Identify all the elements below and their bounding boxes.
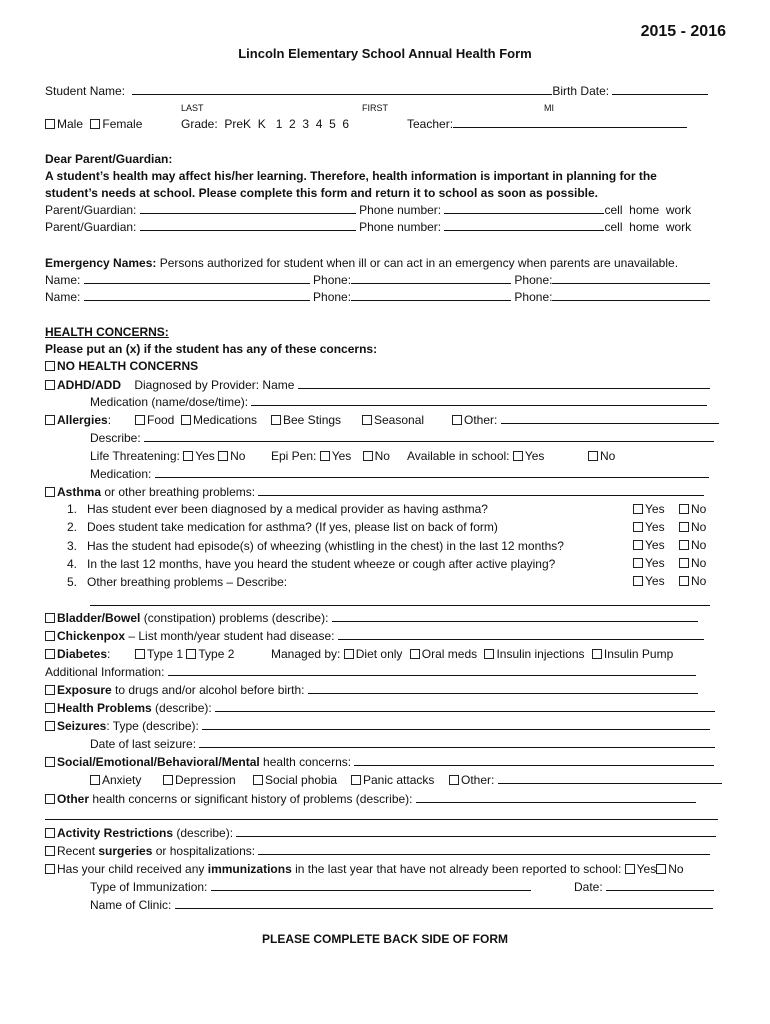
asthma-field[interactable] bbox=[258, 485, 704, 496]
immunizations-label: immunizations bbox=[207, 862, 292, 876]
adhd-checkbox[interactable] bbox=[45, 380, 55, 390]
asthma-q2-no[interactable]: No bbox=[679, 519, 706, 535]
exposure-field[interactable] bbox=[308, 683, 698, 694]
social-row bbox=[45, 754, 714, 770]
last-caption: LAST bbox=[181, 103, 204, 113]
insulin-inj-label: Insulin injections bbox=[496, 647, 585, 661]
asthma-row bbox=[45, 484, 704, 500]
grade-row bbox=[181, 116, 349, 132]
immun-date-row bbox=[574, 879, 714, 895]
exposure-label: Exposure bbox=[57, 683, 112, 697]
salutation: Dear Parent/Guardian: bbox=[45, 152, 173, 166]
emergency-intro bbox=[45, 255, 678, 271]
asthma-q5-yes[interactable]: Yes bbox=[633, 573, 665, 589]
diet-label: Diet only bbox=[355, 647, 403, 661]
emergency-phone-label: Phone: bbox=[514, 273, 553, 287]
available-label: Available in school: bbox=[407, 449, 510, 463]
asthma-label: Asthma bbox=[57, 485, 102, 499]
bladder-rest: (constipation) problems (describe): bbox=[140, 611, 329, 625]
insulin-pump-checkbox[interactable] bbox=[592, 649, 602, 659]
teacher-label: Teacher: bbox=[407, 117, 454, 131]
additional-label: Additional Information: bbox=[45, 665, 165, 679]
emergency-name-label: Name: bbox=[45, 290, 81, 304]
guardian-field-2[interactable] bbox=[140, 220, 356, 231]
guardian-label: Parent/Guardian: bbox=[45, 203, 137, 217]
guardian-label: Parent/Guardian: bbox=[45, 220, 137, 234]
clinic-field[interactable] bbox=[175, 898, 713, 909]
available-row bbox=[407, 448, 544, 464]
grade-label: Grade: bbox=[181, 117, 218, 131]
additional-field[interactable] bbox=[168, 665, 696, 676]
asthma-q4: 4. In the last 12 months, have you heard the student wheeze or cough after active playing? bbox=[67, 557, 556, 571]
clinic-label: Name of Clinic: bbox=[90, 898, 172, 912]
allergy-other-field[interactable] bbox=[501, 413, 719, 424]
anxiety-checkbox[interactable] bbox=[90, 775, 100, 785]
seizures-label: Seizures bbox=[57, 719, 107, 733]
other-concerns-label: Other bbox=[57, 792, 90, 806]
surgeries-checkbox[interactable] bbox=[45, 846, 55, 856]
allergy-describe-row bbox=[90, 430, 714, 446]
oral-label: Oral meds bbox=[421, 647, 478, 661]
adhd-row bbox=[45, 377, 710, 393]
diabetes-types bbox=[135, 646, 234, 662]
social-rest: health concerns: bbox=[259, 755, 352, 769]
teacher-row bbox=[407, 116, 687, 132]
bladder-checkbox[interactable] bbox=[45, 613, 55, 623]
guardian-row-2 bbox=[45, 219, 691, 235]
surgeries-row bbox=[45, 843, 710, 859]
adhd-provider-field[interactable] bbox=[298, 378, 710, 389]
surgeries-label: surgeries bbox=[98, 844, 153, 858]
social-other-field[interactable] bbox=[498, 773, 722, 784]
intro-line-2: student’s needs at school. Please complete this form and return it to school as soon as possible. bbox=[45, 186, 599, 200]
allergies-row: Allergies: bbox=[45, 412, 111, 428]
asthma-q1-yes[interactable]: Yes bbox=[633, 501, 665, 517]
diabetes-checkbox[interactable] bbox=[45, 649, 55, 659]
seizure-date-field[interactable] bbox=[199, 737, 715, 748]
immun-date-field[interactable] bbox=[606, 880, 714, 891]
social-field[interactable] bbox=[354, 755, 714, 766]
asthma-q3-no[interactable]: No bbox=[679, 537, 706, 553]
phone-type: cell home work bbox=[604, 203, 692, 217]
epi-pen-row bbox=[271, 448, 390, 464]
asthma-q2-yes[interactable]: Yes bbox=[633, 519, 665, 535]
allergy-seasonal-label: Seasonal bbox=[374, 413, 425, 427]
emergency-row-1 bbox=[45, 272, 710, 288]
form-title: Lincoln Elementary School Annual Health Form bbox=[238, 46, 532, 61]
type2-label: Type 2 bbox=[198, 647, 235, 661]
other-concerns-rest: health concerns or significant history of problems (describe): bbox=[89, 792, 413, 806]
school-year: 2015 - 2016 bbox=[640, 23, 726, 40]
footer-note: PLEASE COMPLETE BACK SIDE OF FORM bbox=[261, 932, 508, 946]
social-other-label: Other: bbox=[461, 773, 495, 787]
female-checkbox[interactable] bbox=[90, 119, 100, 129]
immun-post: in the last year that have not already been reported to school: bbox=[291, 862, 622, 876]
emergency-heading: Emergency Names: bbox=[45, 256, 157, 270]
immun-pre: Has your child received any bbox=[57, 862, 208, 876]
allergy-meds-label: Medications bbox=[193, 413, 258, 427]
exposure-rest: to drugs and/or alcohol before birth: bbox=[111, 683, 305, 697]
seizures-rest: : Type (describe): bbox=[106, 719, 199, 733]
allergy-bee-label: Bee Stings bbox=[283, 413, 342, 427]
adhd-medication-row bbox=[90, 394, 707, 410]
immun-no: No bbox=[668, 862, 684, 876]
other-concerns-row bbox=[45, 791, 696, 807]
allergy-food bbox=[135, 412, 174, 428]
chickenpox-row bbox=[45, 628, 704, 644]
epi-pen-no: No bbox=[374, 449, 390, 463]
allergy-bee bbox=[271, 412, 341, 428]
mi-caption: MI bbox=[544, 103, 554, 113]
health-concerns-heading: HEALTH CONCERNS: bbox=[45, 325, 169, 339]
guardian-row-1 bbox=[45, 202, 691, 218]
allergy-medication-field[interactable] bbox=[155, 467, 709, 478]
allergy-medication-label: Medication: bbox=[90, 467, 152, 481]
health-problems-label: Health Problems bbox=[57, 701, 152, 715]
clinic-row bbox=[90, 897, 713, 913]
depression-option bbox=[163, 772, 236, 788]
birth-date-label: Birth Date: bbox=[552, 84, 610, 98]
social-other-checkbox[interactable] bbox=[449, 775, 459, 785]
life-threat-row bbox=[90, 448, 245, 464]
diabetes-label: Diabetes bbox=[57, 647, 108, 661]
anxiety-label: Anxiety bbox=[102, 773, 142, 787]
allergy-describe-label: Describe: bbox=[90, 431, 141, 445]
adhd-label: ADHD/ADD bbox=[57, 378, 121, 392]
asthma-q1: 1. Has student ever been diagnosed by a medical provider as having asthma? bbox=[67, 502, 488, 516]
type1-checkbox[interactable] bbox=[135, 649, 145, 659]
activity-field[interactable] bbox=[236, 826, 716, 837]
activity-label: Activity Restrictions bbox=[57, 826, 174, 840]
emergency-phone-field-2a[interactable] bbox=[351, 290, 511, 301]
chickenpox-field[interactable] bbox=[338, 629, 704, 640]
life-threat-yes-checkbox[interactable] bbox=[183, 451, 193, 461]
asthma-checkbox[interactable] bbox=[45, 487, 55, 497]
social-phobia-label: Social phobia bbox=[265, 773, 338, 787]
intro-line-1: A student’s health may affect his/her learning. Therefore, health information is important in planning for the bbox=[45, 169, 657, 183]
health-concerns-instruction: Please put an (x) if the student has any of these concerns: bbox=[45, 342, 378, 356]
asthma-q1-no[interactable]: No bbox=[679, 501, 706, 517]
seizures-field[interactable] bbox=[202, 719, 710, 730]
asthma-yes-column bbox=[633, 501, 665, 589]
asthma-q3-yes[interactable]: Yes bbox=[633, 537, 665, 553]
type1-label: Type 1 bbox=[147, 647, 184, 661]
available-no bbox=[588, 448, 615, 464]
allergy-seasonal-checkbox[interactable] bbox=[362, 415, 372, 425]
epi-pen-label: Epi Pen: bbox=[271, 449, 317, 463]
immun-no-checkbox[interactable] bbox=[656, 864, 666, 874]
emergency-text: Persons authorized for student when ill or can act in an emergency when parents are unavailable. bbox=[156, 256, 679, 270]
other-concerns-checkbox[interactable] bbox=[45, 794, 55, 804]
exposure-checkbox[interactable] bbox=[45, 685, 55, 695]
allergy-seasonal bbox=[362, 412, 424, 428]
no-concerns-label: NO HEALTH CONCERNS bbox=[57, 359, 199, 373]
life-threat-no: No bbox=[230, 449, 246, 463]
male-label: Male bbox=[57, 117, 84, 131]
phone-type: cell home work bbox=[604, 220, 692, 234]
social-checkbox[interactable] bbox=[45, 757, 55, 767]
panic-checkbox[interactable] bbox=[351, 775, 361, 785]
emergency-name-field-2[interactable] bbox=[84, 290, 310, 301]
managed-label: Managed by: bbox=[271, 647, 341, 661]
no-concerns-row bbox=[45, 358, 198, 374]
oral-checkbox[interactable] bbox=[410, 649, 420, 659]
depression-checkbox[interactable] bbox=[163, 775, 173, 785]
activity-checkbox[interactable] bbox=[45, 828, 55, 838]
adhd-medication-label: Medication (name/dose/time): bbox=[90, 395, 249, 409]
emergency-name-field-1[interactable] bbox=[84, 273, 310, 284]
female-label: Female bbox=[102, 117, 143, 131]
recent-pre: Recent bbox=[57, 844, 99, 858]
asthma-q4-yes[interactable]: Yes bbox=[633, 555, 665, 571]
health-problems-row bbox=[45, 700, 715, 716]
student-name-field[interactable] bbox=[132, 84, 552, 95]
emergency-phone-label: Phone: bbox=[514, 290, 553, 304]
emergency-phone-field-1b[interactable] bbox=[552, 273, 710, 284]
immunizations-row bbox=[45, 861, 684, 877]
asthma-q2: 2. Does student take medication for asthma? (If yes, please list on back of form) bbox=[67, 520, 498, 534]
exposure-row bbox=[45, 682, 698, 698]
type2-checkbox[interactable] bbox=[186, 649, 196, 659]
activity-rest: (describe): bbox=[173, 826, 234, 840]
seizures-row bbox=[45, 718, 710, 734]
phone-label: Phone number: bbox=[359, 203, 442, 217]
birth-date-field[interactable] bbox=[612, 84, 708, 95]
immunizations-checkbox[interactable] bbox=[45, 864, 55, 874]
available-no-label: No bbox=[600, 449, 616, 463]
phone-label: Phone number: bbox=[359, 220, 442, 234]
allergy-describe-field[interactable] bbox=[144, 431, 714, 442]
male-checkbox[interactable] bbox=[45, 119, 55, 129]
diabetes-managed bbox=[271, 646, 673, 662]
life-threat-label: Life Threatening: bbox=[90, 449, 180, 463]
seizure-date-label: Date of last seizure: bbox=[90, 737, 197, 751]
epi-pen-yes-checkbox[interactable] bbox=[320, 451, 330, 461]
allergy-medication-row bbox=[90, 466, 709, 482]
emergency-phone-field-1a[interactable] bbox=[351, 273, 511, 284]
allergy-meds-checkbox[interactable] bbox=[181, 415, 191, 425]
allergy-meds bbox=[181, 412, 257, 428]
social-label: Social/Emotional/Behavioral/Mental bbox=[57, 755, 260, 769]
available-no-checkbox[interactable] bbox=[588, 451, 598, 461]
chickenpox-rest: – List month/year student had disease: bbox=[125, 629, 335, 643]
depression-label: Depression bbox=[175, 773, 236, 787]
seizures-checkbox[interactable] bbox=[45, 721, 55, 731]
guardian-field-1[interactable] bbox=[140, 203, 356, 214]
life-threat-yes: Yes bbox=[195, 449, 215, 463]
adhd-provider-label: Diagnosed by Provider: Name bbox=[134, 378, 295, 392]
gender-options bbox=[45, 116, 142, 132]
surgeries-field[interactable] bbox=[258, 844, 710, 855]
grade-options[interactable]: PreK K 1 2 3 4 5 6 bbox=[224, 117, 350, 131]
first-caption: FIRST bbox=[362, 103, 388, 113]
adhd-medication-field[interactable] bbox=[251, 395, 707, 406]
social-options bbox=[90, 772, 141, 788]
student-name-row bbox=[45, 83, 708, 99]
panic-label: Panic attacks bbox=[363, 773, 435, 787]
health-problems-field[interactable] bbox=[215, 701, 715, 712]
immun-type-row bbox=[90, 879, 531, 895]
emergency-phone-field-2b[interactable] bbox=[552, 290, 710, 301]
asthma-describe-line[interactable] bbox=[90, 605, 710, 606]
asthma-rest: or other breathing problems: bbox=[101, 485, 256, 499]
asthma-q5-no[interactable]: No bbox=[679, 573, 706, 589]
emergency-phone-label: Phone: bbox=[313, 290, 352, 304]
available-yes: Yes bbox=[524, 449, 545, 463]
asthma-no-column bbox=[679, 501, 706, 589]
chickenpox-label: Chickenpox bbox=[57, 629, 126, 643]
no-concerns-checkbox[interactable] bbox=[45, 361, 55, 371]
seizure-date-row bbox=[90, 736, 715, 752]
recent-post: or hospitalizations: bbox=[152, 844, 256, 858]
life-threat-no-checkbox[interactable] bbox=[218, 451, 228, 461]
emergency-row-2 bbox=[45, 289, 710, 305]
allergy-food-checkbox[interactable] bbox=[135, 415, 145, 425]
phone-field-2[interactable] bbox=[444, 220, 604, 231]
health-problems-checkbox[interactable] bbox=[45, 703, 55, 713]
social-phobia-option bbox=[253, 772, 337, 788]
asthma-q3: 3. Has the student had episode(s) of wheezing (whistling in the chest) in the last 12 months? bbox=[67, 539, 564, 553]
student-name-label: Student Name: bbox=[45, 84, 126, 98]
immun-yes: Yes bbox=[636, 862, 657, 876]
allergies-label: Allergies bbox=[57, 413, 108, 427]
social-other-option bbox=[449, 772, 722, 788]
immun-yes-checkbox[interactable] bbox=[625, 864, 635, 874]
allergy-other bbox=[452, 412, 719, 428]
allergy-bee-checkbox[interactable] bbox=[271, 415, 281, 425]
allergy-other-checkbox[interactable] bbox=[452, 415, 462, 425]
immun-type-field[interactable] bbox=[211, 880, 531, 891]
asthma-q5: 5. Other breathing problems – Describe: bbox=[67, 575, 288, 589]
additional-row bbox=[45, 664, 696, 680]
allergies-checkbox[interactable] bbox=[45, 415, 55, 425]
bladder-label: Bladder/Bowel bbox=[57, 611, 141, 625]
other-concerns-line[interactable] bbox=[45, 819, 718, 820]
chickenpox-checkbox[interactable] bbox=[45, 631, 55, 641]
asthma-q4-no[interactable]: No bbox=[679, 555, 706, 571]
insulin-inj-checkbox[interactable] bbox=[484, 649, 494, 659]
allergy-other-label: Other: bbox=[464, 413, 498, 427]
epi-pen-yes: Yes bbox=[331, 449, 352, 463]
emergency-name-label: Name: bbox=[45, 273, 81, 287]
available-yes-checkbox[interactable] bbox=[513, 451, 523, 461]
diabetes-row: Diabetes: bbox=[45, 646, 110, 662]
other-concerns-field[interactable] bbox=[416, 792, 696, 803]
bladder-row bbox=[45, 610, 698, 626]
activity-row bbox=[45, 825, 716, 841]
teacher-field[interactable] bbox=[453, 117, 687, 128]
immun-date-label: Date: bbox=[574, 880, 603, 894]
emergency-phone-label: Phone: bbox=[313, 273, 352, 287]
bladder-field[interactable] bbox=[332, 611, 698, 622]
insulin-pump-label: Insulin Pump bbox=[603, 647, 674, 661]
epi-pen-no-checkbox[interactable] bbox=[363, 451, 373, 461]
immun-type-label: Type of Immunization: bbox=[90, 880, 208, 894]
phone-field-1[interactable] bbox=[444, 203, 604, 214]
panic-option bbox=[351, 772, 434, 788]
diet-checkbox[interactable] bbox=[344, 649, 354, 659]
allergy-food-label: Food bbox=[147, 413, 175, 427]
social-phobia-checkbox[interactable] bbox=[253, 775, 263, 785]
health-problems-rest: (describe): bbox=[151, 701, 212, 715]
